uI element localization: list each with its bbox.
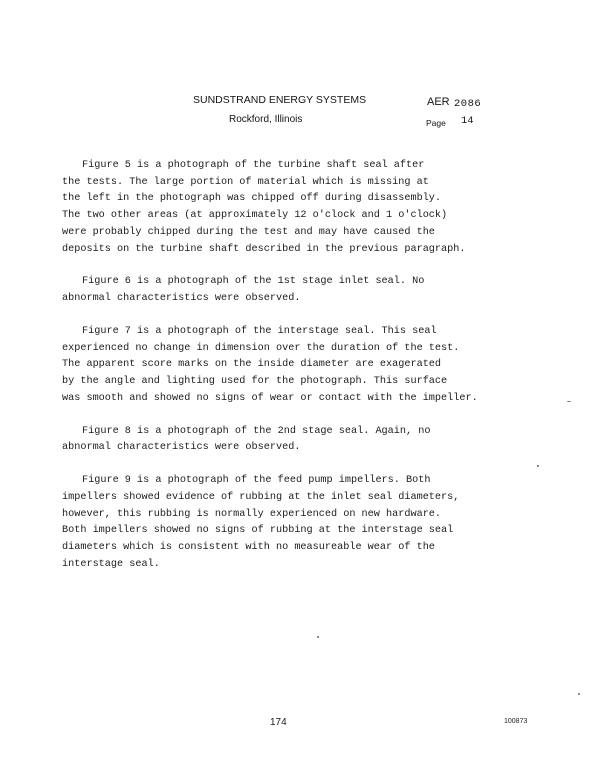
company-name: SUNDSTRAND ENERGY SYSTEMS <box>193 94 367 106</box>
scan-speck <box>537 465 539 467</box>
aer-label: AER <box>427 96 450 108</box>
text-line: experienced no change in dimension over the duration of the test. <box>62 342 460 354</box>
scan-speck <box>567 401 571 402</box>
document-body <box>62 158 592 590</box>
text-line: Both impellers showed no signs of rubbing at the interstage seal <box>62 525 454 537</box>
text-line: impellers showed evidence of rubbing at the inlet seal diameters, <box>62 492 460 503</box>
footer-document-code: 100873 <box>504 718 528 725</box>
text-line: The apparent score marks on the inside diameter are exagerated <box>62 359 442 371</box>
text-line: Figure 5 is a photograph of the turbine shaft seal after <box>82 160 425 171</box>
text-line: the left in the photograph was chipped off during disassembly. <box>62 193 442 205</box>
paragraph-figure-7 <box>62 324 592 408</box>
aer-number: 2086 <box>454 98 482 110</box>
text-line: Figure 6 is a photograph of the 1st stage inlet seal. No <box>82 276 425 288</box>
text-line: was smooth and showed no signs of wear or contact with the impeller. <box>62 392 478 404</box>
paragraph-figure-6 <box>62 274 592 307</box>
text-line: however, this rubbing is normally experienced on new hardware. <box>62 508 442 520</box>
scan-speck <box>317 636 319 638</box>
text-line: were probably chipped during the test and may have caused the <box>62 226 435 238</box>
text-line: interstage seal. <box>62 558 160 570</box>
page-number: 14 <box>461 115 474 127</box>
text-line: abnormal characteristics were observed. <box>62 293 301 305</box>
paragraph-figure-5 <box>62 158 592 258</box>
page-label: Page <box>426 118 446 128</box>
text-line: by the angle and lighting used for the photograph. This surface <box>62 376 448 388</box>
text-line: Figure 7 is a photograph of the interstage seal. This seal <box>82 326 437 337</box>
footer-page-number: 174 <box>270 717 287 728</box>
text-line: abnormal characteristics were observed. <box>62 442 301 454</box>
company-location: Rockford, Illinois <box>229 114 303 125</box>
scan-speck <box>578 693 580 695</box>
text-line: Figure 9 is a photograph of the feed pump impellers. Both <box>82 475 431 487</box>
paragraph-figure-9 <box>62 473 592 573</box>
text-line: the tests. The large portion of material which is missing at <box>62 176 429 188</box>
text-line: The two other areas (at approximately 12 o'clock and 1 o'clock) <box>62 210 448 222</box>
text-line: Figure 8 is a photograph of the 2nd stage seal. Again, no <box>82 425 431 437</box>
text-line: deposits on the turbine shaft described in the previous paragraph. <box>62 243 466 255</box>
text-line: diameters which is consistent with no measureable wear of the <box>62 542 435 554</box>
paragraph-figure-8 <box>62 424 592 457</box>
